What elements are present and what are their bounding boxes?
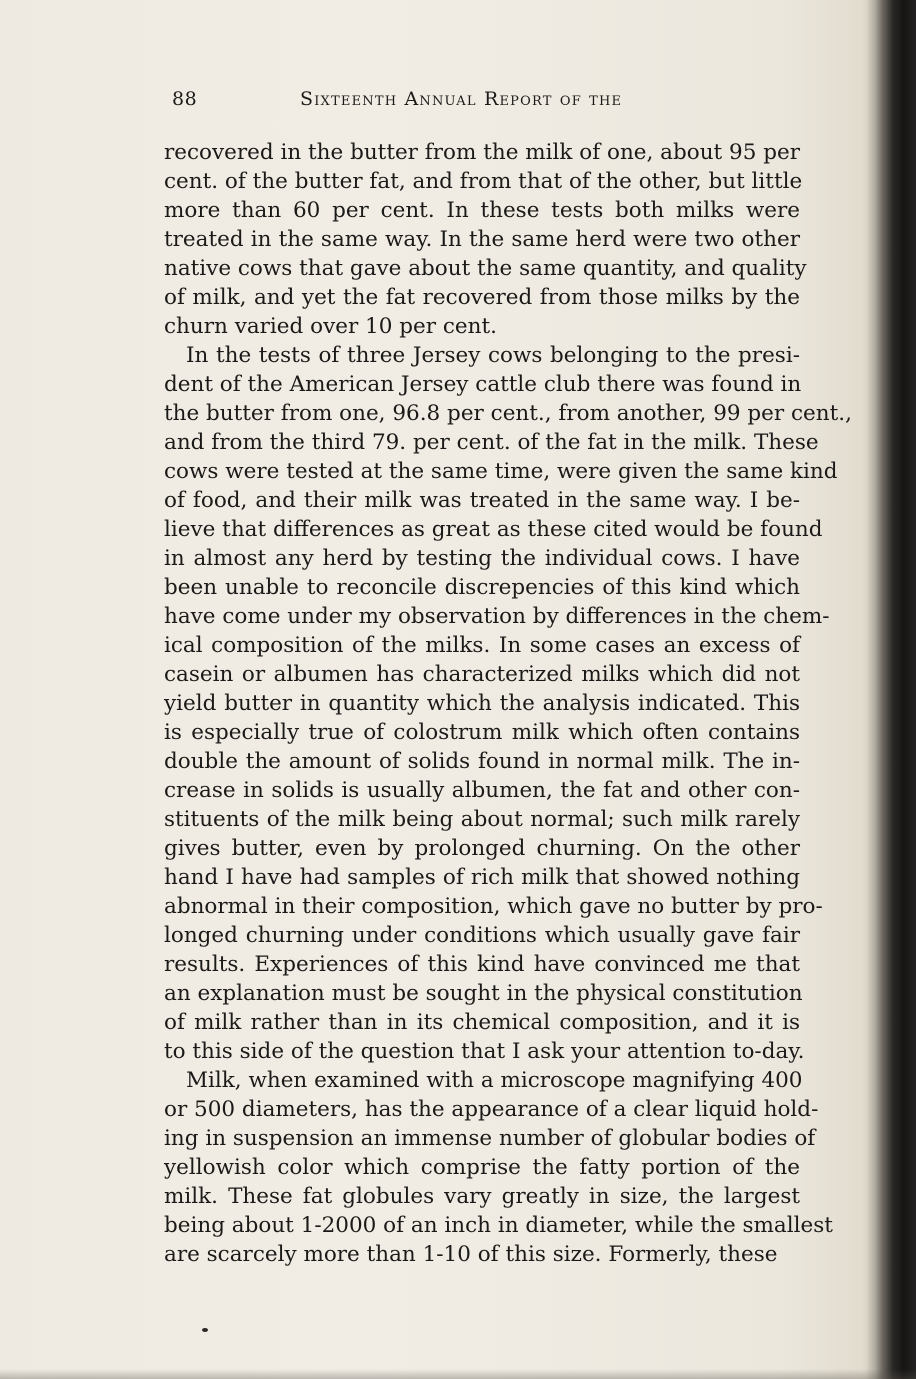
page-header bbox=[172, 88, 792, 120]
text-line: hand I have had samples of rich milk that showed nothing bbox=[164, 865, 800, 890]
paragraph bbox=[164, 138, 807, 341]
text-line: lieve that differences as great as these cited would be found bbox=[164, 517, 823, 542]
text-line: ing in suspension an immense number of globular bodies of bbox=[164, 1126, 816, 1151]
text-line: yellowish color which comprise the fatty portion of the bbox=[164, 1155, 800, 1180]
text-line: ical composition of the milks. In some cases an excess of bbox=[164, 633, 800, 658]
body-text bbox=[164, 138, 852, 1269]
text-line: cows were tested at the same time, were given the same kind bbox=[164, 459, 838, 484]
text-line: stituents of the milk being about normal; such milk rarely bbox=[164, 807, 800, 832]
text-line: and from the third 79. per cent. of the fat in the milk. These bbox=[164, 430, 819, 455]
text-line: casein or albumen has characterized milks which did not bbox=[164, 662, 800, 687]
text-line: double the amount of solids found in normal milk. The in- bbox=[164, 749, 800, 774]
text-line: have come under my observation by differences in the chem- bbox=[164, 604, 830, 629]
paragraph bbox=[164, 1066, 833, 1269]
paragraph bbox=[164, 341, 852, 1066]
text-line: abnormal in their composition, which gave no butter by pro- bbox=[164, 894, 823, 919]
text-line: churn varied over 10 per cent. bbox=[164, 314, 497, 339]
text-line: Milk, when examined with a microscope magnifying 400 bbox=[186, 1068, 803, 1093]
text-line: In the tests of three Jersey cows belonging to the presi- bbox=[186, 343, 800, 368]
text-line: milk. These fat globules vary greatly in size, the largest bbox=[164, 1184, 800, 1209]
bottom-edge bbox=[0, 1369, 916, 1379]
text-line: longed churning under conditions which usually gave fair bbox=[164, 923, 800, 948]
text-line: of milk rather than in its chemical composition, and it is bbox=[164, 1010, 800, 1035]
text-line: an explanation must be sought in the physical constitution bbox=[164, 981, 803, 1006]
text-line: being about 1-2000 of an inch in diameter, while the smallest bbox=[164, 1213, 833, 1238]
text-line: are scarcely more than 1-10 of this size. Formerly, these bbox=[164, 1242, 778, 1267]
text-line: of food, and their milk was treated in the same way. I be- bbox=[164, 488, 800, 513]
text-line: cent. of the butter fat, and from that of the other, but little bbox=[164, 169, 803, 194]
text-line: or 500 diameters, has the appearance of a clear liquid hold- bbox=[164, 1097, 819, 1122]
text-line: to this side of the question that I ask your attention to-day. bbox=[164, 1039, 805, 1064]
text-line: gives butter, even by prolonged churning. On the other bbox=[164, 836, 800, 861]
text-line: dent of the American Jersey cattle club there was found in bbox=[164, 372, 802, 397]
text-line: treated in the same way. In the same herd were two other bbox=[164, 227, 800, 252]
text-line: in almost any herd by testing the individual cows. I have bbox=[164, 546, 800, 571]
ink-speck bbox=[202, 1328, 208, 1332]
page-edge bbox=[874, 0, 916, 1379]
page-number: 88 bbox=[172, 88, 198, 110]
text-line: crease in solids is usually albumen, the fat and other con- bbox=[164, 778, 800, 803]
running-head: Sixteenth Annual Report of the bbox=[300, 88, 623, 110]
text-line: the butter from one, 96.8 per cent., from another, 99 per cent., bbox=[164, 401, 852, 426]
text-line: is especially true of colostrum milk which often contains bbox=[164, 720, 800, 745]
text-line: yield butter in quantity which the analysis indicated. This bbox=[164, 691, 800, 716]
text-line: of milk, and yet the fat recovered from those milks by the bbox=[164, 285, 800, 310]
text-line: native cows that gave about the same quantity, and quality bbox=[164, 256, 807, 281]
text-line: more than 60 per cent. In these tests both milks were bbox=[164, 198, 800, 223]
text-line: results. Experiences of this kind have convinced me that bbox=[164, 952, 800, 977]
text-line: been unable to reconcile discrepencies of this kind which bbox=[164, 575, 800, 600]
binding-shadow bbox=[866, 0, 874, 1379]
text-line: recovered in the butter from the milk of one, about 95 per bbox=[164, 140, 800, 165]
